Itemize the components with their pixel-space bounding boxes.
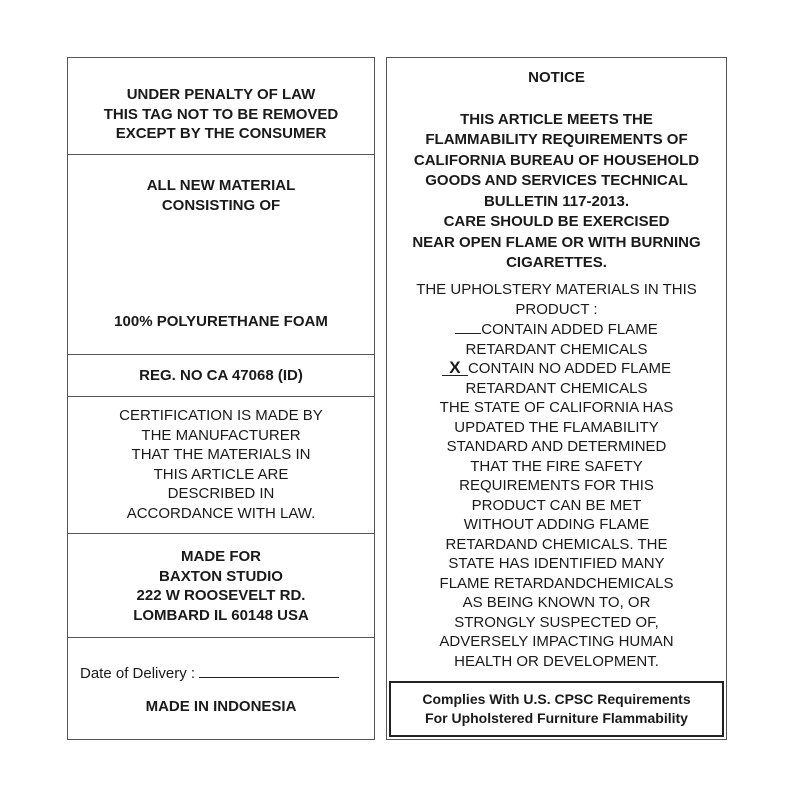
complies-line: Complies With U.S. CPSC Requirements (422, 691, 691, 707)
made-in-country: MADE IN INDONESIA (145, 698, 297, 715)
notice-line: CARE SHOULD BE EXERCISED (443, 213, 670, 230)
penalty-warning (68, 58, 374, 155)
option-no-added-text: CONTAIN NO ADDED FLAME (467, 360, 672, 377)
state-line: ADVERSELY IMPACTING HUMAN (439, 633, 674, 650)
state-line: STATE HAS IDENTIFIED MANY (448, 555, 665, 572)
notice-section (387, 58, 726, 274)
upholstery-line: PRODUCT : (515, 300, 598, 318)
option-added-text: CONTAIN ADDED FLAME (481, 321, 658, 338)
material-content-text: 100% POLYURETHANE FOAM (114, 312, 328, 330)
option-added-checkbox (455, 319, 481, 334)
complies-line: For Upholstered Furniture Flammability (425, 710, 688, 726)
option-no-added-text-2: RETARDANT CHEMICALS (465, 379, 648, 397)
made-for-line: BAXTON STUDIO (159, 567, 283, 585)
notice-line: NEAR OPEN FLAME OR WITH BURNING (412, 233, 701, 251)
notice-title: NOTICE (528, 69, 585, 86)
notice-line: CALIFORNIA BUREAU OF HOUSEHOLD (413, 151, 700, 169)
notice-line: GOODS AND SERVICES TECHNICAL (425, 172, 688, 189)
made-for-line: MADE FOR (181, 548, 261, 565)
state-line: FLAME RETARDANDCHEMICALS (439, 574, 674, 592)
state-line: UPDATED THE FLAMABILITY (454, 418, 659, 436)
certification-line: THAT THE MATERIALS IN (131, 446, 311, 463)
state-line: THE STATE OF CALIFORNIA HAS (439, 399, 674, 416)
certification-line: CERTIFICATION IS MADE BY (119, 407, 323, 424)
material-heading (68, 176, 374, 215)
material-line: CONSISTING OF (161, 196, 281, 214)
state-line: HEALTH OR DEVELOPMENT. (454, 652, 659, 670)
made-for-line: LOMBARD IL 60148 USA (133, 606, 309, 624)
notice-panel (386, 57, 727, 740)
delivery-date-label: Date of Delivery : (80, 665, 196, 682)
certification-line: ACCORDANCE WITH LAW. (126, 504, 316, 522)
law-tag-panel (67, 57, 375, 740)
penalty-line: THIS TAG NOT TO BE REMOVED (103, 105, 339, 123)
state-line: STANDARD AND DETERMINED (446, 438, 667, 455)
option-added-text-2: RETARDANT CHEMICALS (465, 340, 648, 358)
delivery-section (68, 638, 374, 741)
cpsc-compliance-box (389, 681, 724, 737)
material-content (68, 312, 374, 332)
notice-line: BULLETIN 117-2013. (483, 192, 630, 210)
certification-section (68, 397, 374, 534)
certification-line: THE MANUFACTURER (141, 426, 301, 444)
option-no-added-flame (387, 359, 726, 379)
material-line: ALL NEW MATERIAL (146, 177, 296, 194)
upholstery-line: THE UPHOLSTERY MATERIALS IN THIS (416, 281, 697, 298)
notice-line: FLAMMABILITY REQUIREMENTS OF (425, 131, 688, 148)
delivery-date-row (80, 662, 362, 684)
certification-line: THIS ARTICLE ARE (153, 465, 289, 483)
option-added-flame (387, 319, 726, 340)
upholstery-section (387, 280, 726, 671)
delivery-date-field (199, 662, 339, 678)
state-line: PRODUCT CAN BE MET (471, 496, 642, 514)
state-line: THAT THE FIRE SAFETY (470, 457, 643, 475)
reg-no-text: REG. NO CA 47068 (ID) (139, 367, 303, 384)
state-line: WITHOUT ADDING FLAME (463, 516, 650, 533)
state-line: STRONGLY SUSPECTED OF, (454, 613, 659, 631)
notice-line: CIGARETTES. (506, 254, 607, 271)
option-no-added-checkbox: X (442, 361, 468, 376)
material-section (68, 155, 374, 355)
made-for-line: 222 W ROOSEVELT RD. (136, 587, 306, 604)
registration-number (68, 355, 374, 397)
certification-line: DESCRIBED IN (167, 485, 275, 502)
state-line: REQUIREMENTS FOR THIS (459, 477, 654, 494)
state-line: AS BEING KNOWN TO, OR (462, 594, 651, 611)
notice-line: THIS ARTICLE MEETS THE (460, 110, 653, 128)
made-for-section (68, 534, 374, 638)
penalty-line: EXCEPT BY THE CONSUMER (115, 125, 327, 142)
penalty-line: UNDER PENALTY OF LAW (126, 86, 316, 103)
state-line: RETARDAND CHEMICALS. THE (445, 535, 668, 553)
